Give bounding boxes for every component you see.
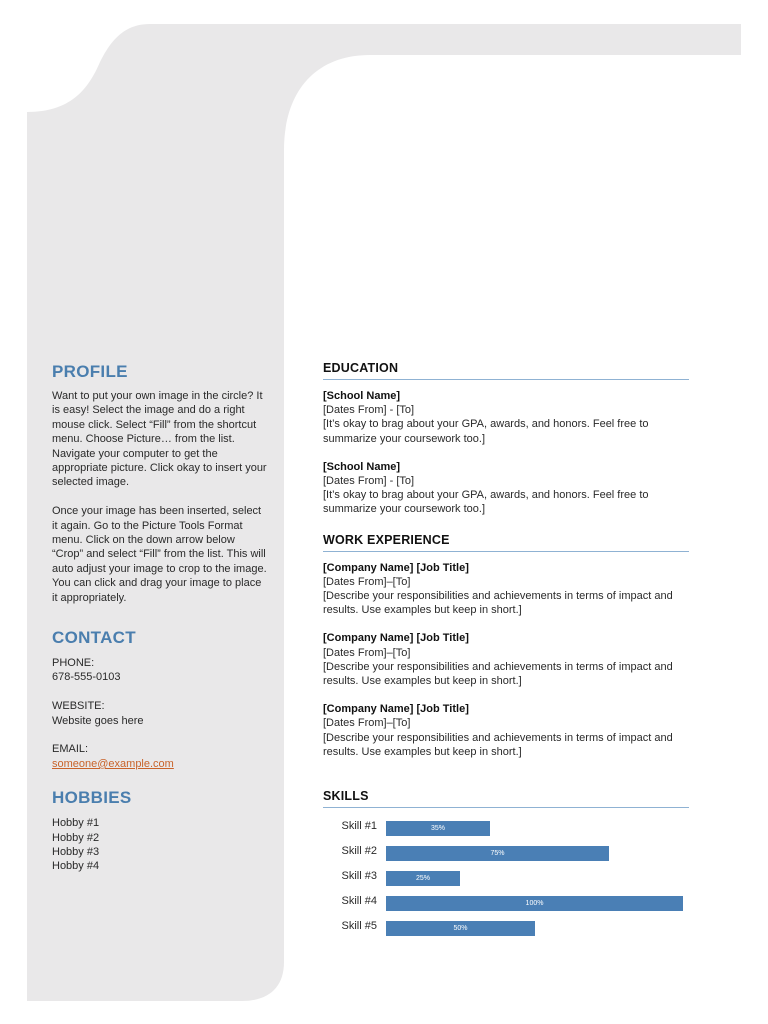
skill-bar: [386, 896, 683, 911]
education-dates: [Dates From] - [To]: [323, 404, 415, 417]
website-block: [52, 699, 268, 728]
profile-paragraph: Once your image has been inserted, select it again. Go to the Picture Tools Format menu. Click on the down arrow below “Crop” and select “Fill” from the list. This will auto adjust your image to crop to the image. You can click and drag your image to place it appropriately.: [52, 505, 267, 604]
profile-heading: PROFILE: [52, 362, 128, 381]
hobby-item: Hobby #1: [52, 817, 100, 830]
education-description: [It’s okay to brag about your GPA, awards, and honors. Feel free to summarize your coursework too.]: [323, 489, 649, 516]
job-description: [Describe your responsibilities and achievements in terms of impact and results. Use examples but keep in short.]: [323, 590, 673, 617]
hobby-item: Hobby #3: [52, 845, 100, 858]
skill-label: Skill #2: [341, 845, 377, 858]
skill-row: [323, 843, 689, 868]
skills-chart: [323, 818, 689, 943]
skill-value-label: 100%: [525, 900, 544, 908]
hobby-item: Hobby #2: [52, 831, 100, 844]
website-value: Website goes here: [52, 714, 144, 727]
work-entry: [323, 702, 689, 759]
email-block: [52, 742, 268, 771]
skill-label: Skill #4: [341, 895, 377, 908]
hobbies-heading: HOBBIES: [52, 788, 132, 808]
skill-value-label: 75%: [490, 850, 505, 858]
phone-label: PHONE:: [52, 657, 95, 670]
job-description: [Describe your responsibilities and achievements in terms of impact and results. Use examples but keep in short.]: [323, 731, 673, 758]
sidebar: [52, 362, 268, 873]
contact-heading: CONTACT: [52, 628, 136, 648]
job-title: [Company Name] [Job Title]: [323, 561, 469, 574]
skill-label: Skill #5: [341, 920, 377, 933]
website-label: WEBSITE:: [52, 700, 105, 713]
work-experience-heading: WORK EXPERIENCE: [323, 533, 689, 552]
job-dates: [Dates From]–[To]: [323, 717, 411, 730]
profile-paragraph: Want to put your own image in the circle? It is easy! Select the image and do a right mouse click. Select “Fill” from the shortcut menu. Choose Picture… from the list. Navigate your computer to get the appropriate picture. Click okay to insert your selected image.: [52, 390, 267, 489]
work-entry: [323, 631, 689, 688]
job-title: [Company Name] [Job Title]: [323, 703, 469, 716]
work-entry: [323, 561, 689, 618]
skill-bar: [386, 871, 460, 886]
job-description: [Describe your responsibilities and achievements in terms of impact and results. Use examples but keep in short.]: [323, 660, 673, 688]
phone-block: [52, 656, 268, 685]
job-title: [Company Name] [Job Title]: [323, 632, 469, 645]
main-content: [323, 361, 689, 943]
education-entry: [323, 389, 689, 446]
education-description: [It’s okay to brag about your GPA, awards, and honors. Feel free to summarize your coursework too.]: [323, 418, 649, 445]
job-dates: [Dates From]–[To]: [323, 646, 411, 659]
email-link[interactable]: someone@example.com: [52, 757, 174, 770]
school-name: [School Name]: [323, 460, 401, 473]
skill-label: Skill #3: [341, 870, 377, 883]
skills-heading: SKILLS: [323, 789, 689, 808]
skill-bar: [386, 921, 535, 936]
education-entry: [323, 460, 689, 517]
skill-row: [323, 818, 689, 843]
skill-value-label: 25%: [415, 875, 430, 883]
skill-bar: [386, 846, 609, 861]
skill-label: Skill #1: [341, 820, 377, 833]
school-name: [School Name]: [323, 390, 401, 402]
job-dates: [Dates From]–[To]: [323, 575, 411, 588]
skill-row: [323, 918, 689, 943]
hobby-item: Hobby #4: [52, 859, 100, 872]
skill-bar: [386, 821, 490, 836]
skill-value-label: 35%: [430, 825, 445, 833]
phone-value: 678-555-0103: [52, 671, 121, 684]
skill-value-label: 50%: [453, 925, 468, 933]
email-label: EMAIL:: [52, 743, 89, 756]
skill-row: [323, 868, 689, 893]
education-heading: EDUCATION: [323, 361, 689, 380]
education-dates: [Dates From] - [To]: [323, 475, 415, 488]
skill-row: [323, 893, 689, 918]
